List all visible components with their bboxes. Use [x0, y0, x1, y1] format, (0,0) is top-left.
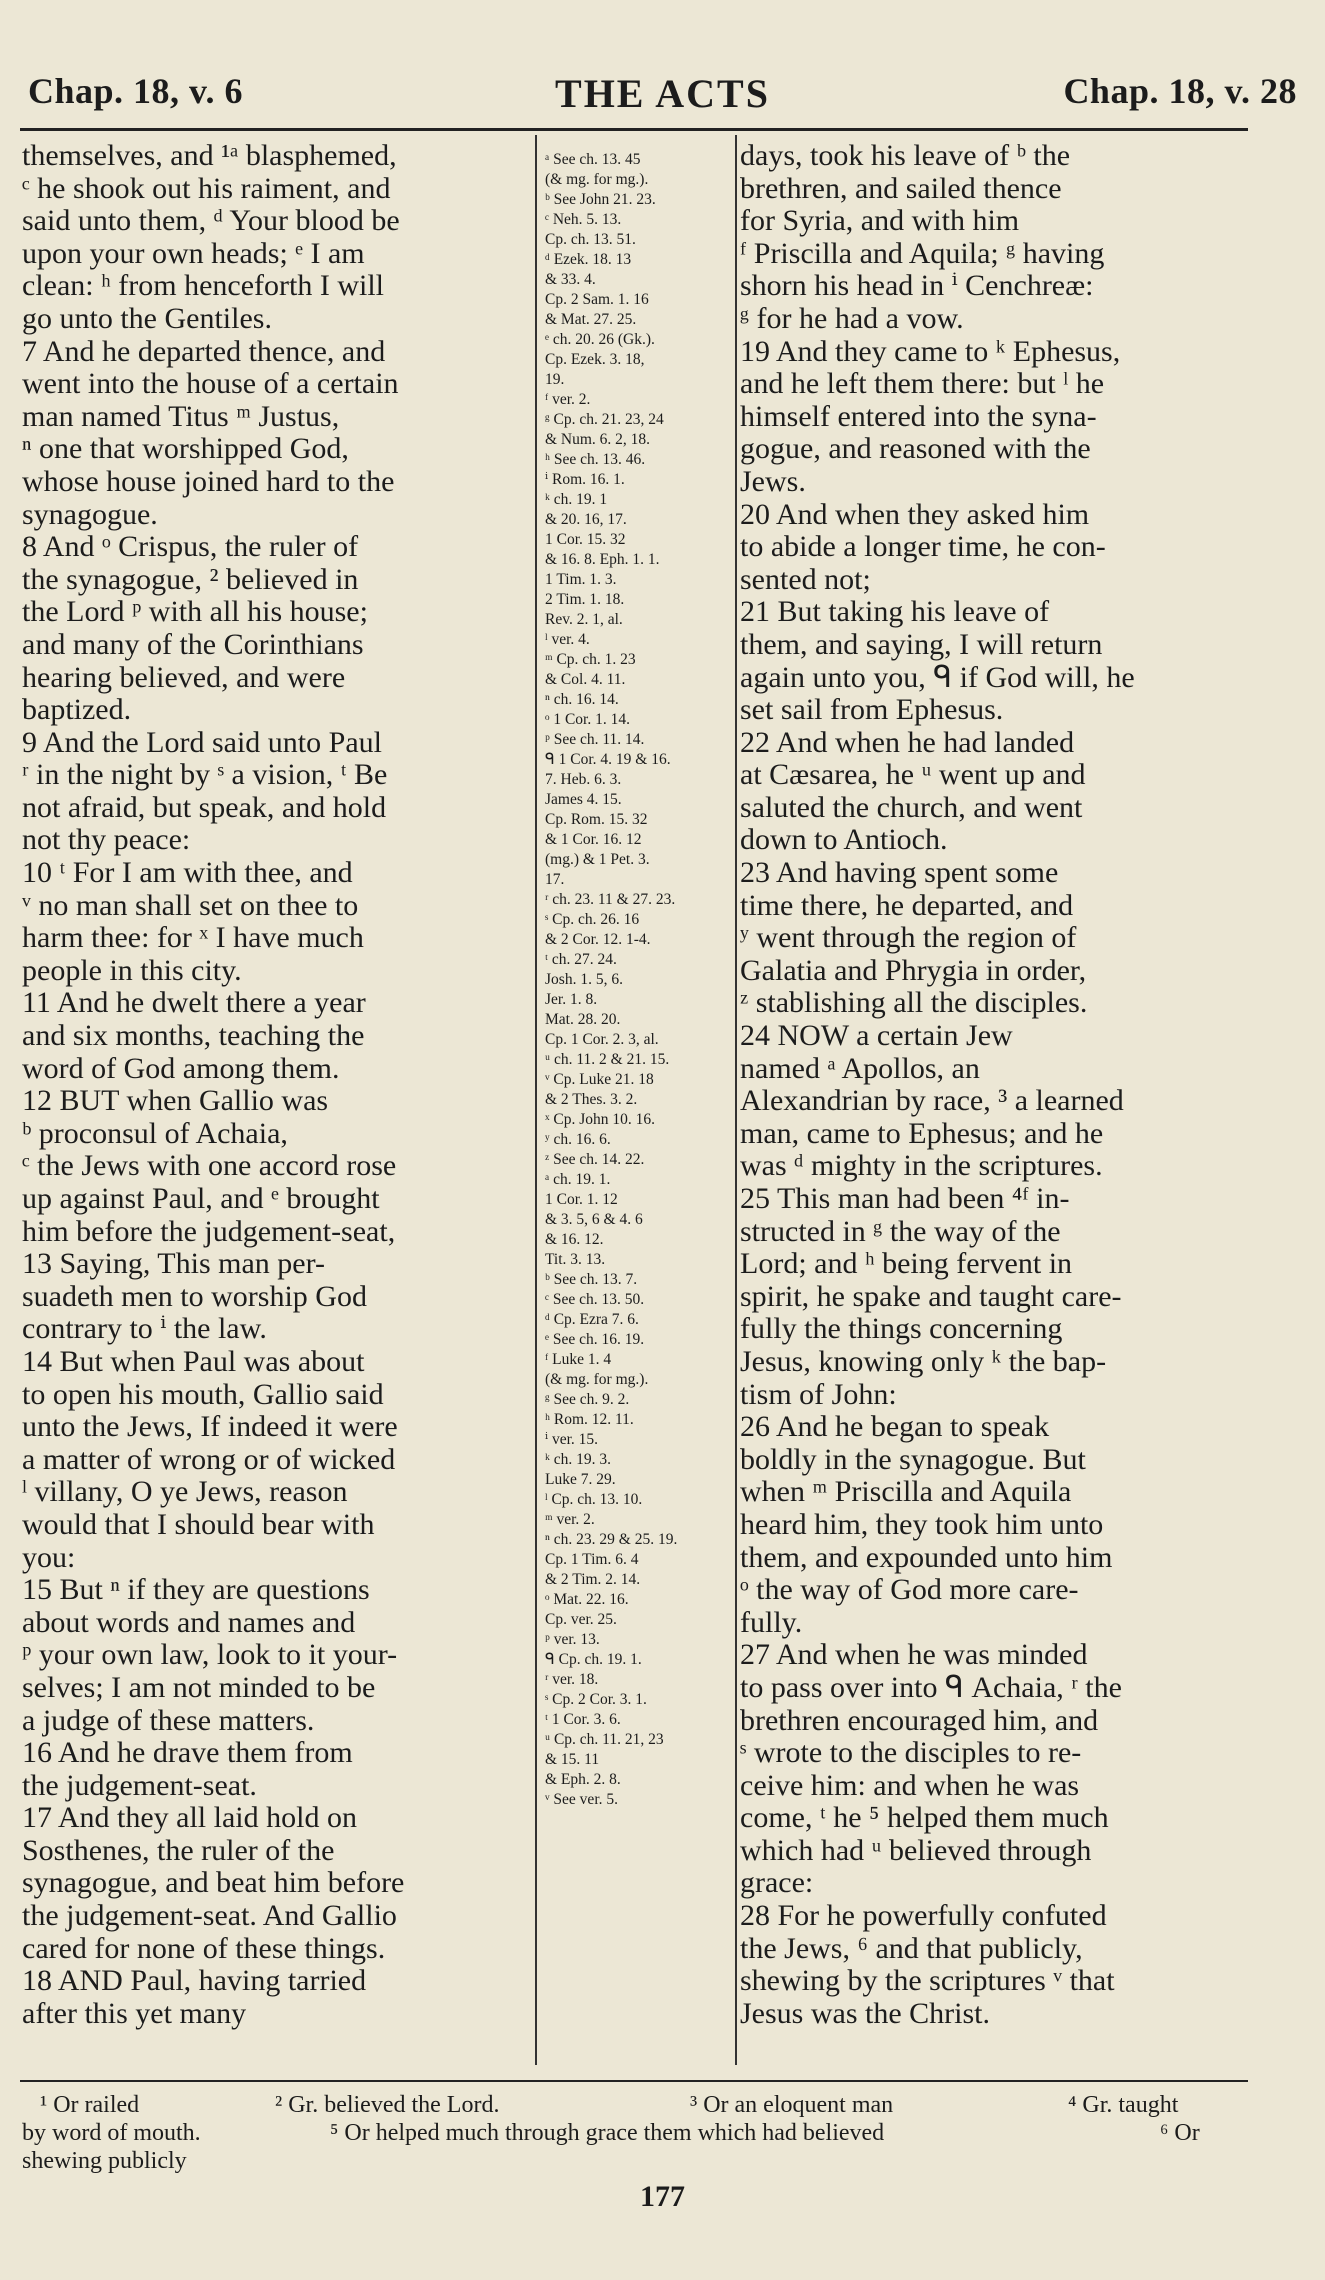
cross-reference-line: Cp. 1 Tim. 6. 4: [545, 1551, 639, 1568]
text-line: 11 And he dwelt there a year: [22, 986, 366, 1020]
cross-reference-line: & 20. 16, 17.: [545, 511, 627, 528]
text-line: clean: ʰ from henceforth I will: [22, 269, 384, 303]
text-line: not thy peace:: [22, 823, 191, 857]
text-line: 14 But when Paul was about: [22, 1344, 365, 1378]
text-line: gogue, and reasoned with the: [740, 432, 1091, 466]
text-line: again unto you, ᑫ if God will, he: [740, 660, 1135, 694]
footnote-4: ⁴ Gr. taught: [1068, 2092, 1179, 2118]
text-line: brethren, and sailed thence: [740, 171, 1062, 205]
text-line: was ᵈ mighty in the scriptures.: [740, 1149, 1103, 1183]
text-line: spirit, he spake and taught care-: [740, 1279, 1122, 1313]
cross-reference-line: ʳ ch. 23. 11 & 27. 23.: [545, 891, 676, 908]
cross-reference-line: ˢ Cp. 2 Cor. 3. 1.: [545, 1691, 647, 1708]
cross-reference-line: ᵃ See ch. 13. 45: [545, 151, 641, 168]
text-line: ᵖ your own law, look to it your-: [22, 1638, 398, 1672]
column-divider-left: [535, 135, 537, 2065]
footnote-2: ² Gr. believed the Lord.: [275, 2092, 500, 2118]
text-line: themselves, and ¹ᵃ blasphemed,: [22, 139, 397, 172]
text-line: them, and saying, I will return: [740, 627, 1103, 661]
text-line: structed in ᵍ the way of the: [740, 1214, 1061, 1248]
text-line: ᵇ proconsul of Achaia,: [22, 1116, 288, 1150]
text-line: synagogue.: [22, 497, 158, 531]
text-line: 20 And when they asked him: [740, 497, 1090, 531]
right-column: [740, 140, 1248, 2030]
text-line: Jesus was the Christ.: [740, 1996, 990, 2030]
footnote-5: ⁵ Or helped much through grace them which had believed: [330, 2120, 885, 2146]
text-line: ᵒ the way of God more care-: [740, 1573, 1079, 1607]
cross-reference-line: ᵖ See ch. 11. 14.: [545, 731, 645, 748]
text-line: boldly in the synagogue. But: [740, 1442, 1086, 1476]
footnote-6-cont: shewing publicly: [22, 2148, 187, 2174]
text-line: ⁿ one that worshipped God,: [22, 432, 349, 466]
text-line: a matter of wrong or of wicked: [22, 1442, 396, 1476]
cross-reference-line: & 16. 8. Eph. 1. 1.: [545, 551, 660, 568]
cross-reference-line: & Col. 4. 11.: [545, 671, 626, 688]
cross-reference-line: & 33. 4.: [545, 271, 596, 288]
cross-reference-line: ᵒ 1 Cor. 1. 14.: [545, 711, 630, 728]
text-line: ᶜ he shook out his raiment, and: [22, 171, 391, 205]
text-line: Sosthenes, the ruler of the: [22, 1833, 335, 1867]
text-line: a judge of these matters.: [22, 1703, 315, 1737]
text-line: went into the house of a certain: [22, 367, 399, 401]
text-line: fully the things concerning: [740, 1312, 1063, 1346]
cross-reference-line: ᵈ Cp. Ezra 7. 6.: [545, 1311, 639, 1328]
cross-reference-line: ᶜ Neh. 5. 13.: [545, 211, 622, 228]
text-line: at Cæsarea, he ᵘ went up and: [740, 758, 1086, 792]
text-line: ˡ villany, O ye Jews, reason: [22, 1475, 348, 1509]
cross-reference-line: Josh. 1. 5, 6.: [545, 971, 623, 988]
text-line: Jews.: [740, 464, 806, 498]
left-column: [22, 140, 522, 2030]
cross-reference-line: ᵈ Ezek. 18. 13: [545, 251, 632, 268]
text-line: 12 BUT when Gallio was: [22, 1084, 329, 1118]
text-line: himself entered into the syna-: [740, 399, 1097, 433]
text-line: and six months, teaching the: [22, 1019, 365, 1053]
cross-reference-line: ⁿ ch. 16. 14.: [545, 691, 619, 708]
text-line: ᵛ no man shall set on thee to: [22, 888, 359, 922]
text-line: to abide a longer time, he con-: [740, 530, 1106, 564]
text-line: 26 And he began to speak: [740, 1410, 1050, 1444]
text-line: 10 ᵗ For I am with thee, and: [22, 856, 353, 890]
text-line: to pass over into ᑫ Achaia, ʳ the: [740, 1670, 1122, 1704]
text-line: and many of the Corinthians: [22, 627, 364, 661]
text-line: up against Paul, and ᵉ brought: [22, 1182, 380, 1215]
cross-reference-line: ˣ Cp. John 10. 16.: [545, 1111, 655, 1128]
text-line: 23 And having spent some: [740, 856, 1059, 890]
text-line: come, ᵗ he ⁵ helped them much: [740, 1801, 1109, 1835]
text-line: ᵍ for he had a vow.: [740, 301, 964, 335]
text-line: 18 AND Paul, having tarried: [22, 1964, 367, 1998]
cross-reference-line: ᵃ ch. 19. 1.: [545, 1171, 611, 1188]
text-line: 22 And when he had landed: [740, 725, 1075, 759]
cross-reference-line: ʳ ver. 18.: [545, 1671, 599, 1688]
cross-reference-line: & Num. 6. 2, 18.: [545, 431, 651, 448]
cross-reference-line: & 1 Cor. 16. 12: [545, 831, 642, 848]
text-line: contrary to ⁱ the law.: [22, 1312, 267, 1346]
cross-reference-line: (& mg. for mg.).: [545, 1371, 649, 1388]
cross-reference-line: ᵖ ver. 13.: [545, 1631, 600, 1648]
cross-reference-line: Cp. 1 Cor. 2. 3, al.: [545, 1031, 659, 1048]
cross-reference-line: & 2 Cor. 12. 1-4.: [545, 931, 651, 948]
cross-reference-line: ᶠ Luke 1. 4: [545, 1351, 612, 1368]
cross-reference-line: & Eph. 2. 8.: [545, 1771, 621, 1788]
top-rule: [20, 128, 1248, 131]
text-line: named ᵃ Apollos, an: [740, 1051, 980, 1085]
text-line: unto the Jews, If indeed it were: [22, 1410, 398, 1444]
cross-reference-line: ᶠ ver. 2.: [545, 391, 591, 408]
cross-reference-line: ᵍ See ch. 9. 2.: [545, 1391, 630, 1408]
cross-reference-line: ᑫ Cp. ch. 19. 1.: [545, 1651, 642, 1668]
text-line: 9 And the Lord said unto Paul: [22, 725, 382, 759]
header-title: THE ACTS: [555, 71, 770, 116]
cross-reference-line: & 3. 5, 6 & 4. 6: [545, 1211, 643, 1228]
text-line: ceive him: and when he was: [740, 1768, 1080, 1802]
text-line: Alexandrian by race, ³ a learned: [740, 1084, 1124, 1118]
column-divider-right: [735, 135, 737, 2065]
cross-reference-line: (& mg. for mg.).: [545, 171, 649, 188]
cross-reference-line: ⁱ ver. 15.: [545, 1431, 599, 1448]
cross-reference-line: Mat. 28. 20.: [545, 1011, 621, 1028]
text-line: man, came to Ephesus; and he: [740, 1116, 1104, 1150]
cross-reference-line: & 2 Tim. 2. 14.: [545, 1571, 641, 1588]
text-line: not afraid, but speak, and hold: [22, 790, 387, 824]
text-line: harm thee: for ˣ I have much: [22, 921, 364, 955]
page-number: 177: [640, 2180, 685, 2213]
text-line: brethren encouraged him, and: [740, 1703, 1099, 1737]
text-line: 16 And he drave them from: [22, 1736, 353, 1770]
cross-reference-line: ᑫ 1 Cor. 4. 19 & 16.: [545, 751, 671, 768]
cross-reference-line: & Mat. 27. 25.: [545, 311, 637, 328]
cross-reference-line: ˢ Cp. ch. 26. 16: [545, 911, 640, 928]
text-line: them, and expounded unto him: [740, 1540, 1113, 1574]
footnote-1-cont: by word of mouth.: [22, 2120, 201, 2146]
cross-reference-line: ˡ ver. 4.: [545, 631, 590, 648]
text-line: ʳ in the night by ˢ a vision, ᵗ Be: [22, 758, 388, 792]
text-line: 19 And they came to ᵏ Ephesus,: [740, 334, 1121, 368]
cross-reference-line: ᵉ ch. 20. 26 (Gk.).: [545, 331, 655, 348]
cross-reference-line: 1 Cor. 15. 32: [545, 531, 626, 548]
cross-reference-line: ˡ Cp. ch. 13. 10.: [545, 1491, 643, 1508]
text-line: baptized.: [22, 693, 132, 727]
text-line: suadeth men to worship God: [22, 1279, 367, 1313]
text-line: Lord; and ʰ being fervent in: [740, 1247, 1073, 1281]
text-line: 13 Saying, This man per-: [22, 1247, 325, 1281]
text-line: when ᵐ Priscilla and Aquila: [740, 1475, 1072, 1509]
cross-reference-line: ⁿ ch. 23. 29 & 25. 19.: [545, 1531, 678, 1548]
cross-reference-line: & 2 Thes. 3. 2.: [545, 1091, 638, 1108]
text-line: cared for none of these things.: [22, 1931, 386, 1965]
cross-reference-column: [545, 150, 730, 1810]
text-line: 21 But taking his leave of: [740, 595, 1050, 629]
header-left: Chap. 18, v. 6: [28, 71, 244, 111]
text-line: go unto the Gentiles.: [22, 301, 272, 335]
text-line: ʸ went through the region of: [740, 921, 1077, 955]
cross-reference-line: 1 Tim. 1. 3.: [545, 571, 617, 588]
text-line: shorn his head in ⁱ Cenchreæ:: [740, 269, 1094, 303]
cross-reference-line: 1 Cor. 1. 12: [545, 1191, 618, 1208]
text-line: 8 And ᵒ Crispus, the ruler of: [22, 530, 359, 564]
text-line: man named Titus ᵐ Justus,: [22, 399, 340, 433]
text-line: which had ᵘ believed through: [740, 1833, 1092, 1867]
cross-reference-line: Cp. ver. 25.: [545, 1611, 617, 1628]
text-line: saluted the church, and went: [740, 790, 1083, 824]
cross-reference-line: ᶜ See ch. 13. 50.: [545, 1291, 645, 1308]
text-line: synagogue, and beat him before: [22, 1866, 405, 1900]
cross-reference-line: ʰ See ch. 13. 46.: [545, 451, 646, 468]
text-line: upon your own heads; ᵉ I am: [22, 236, 365, 270]
text-line: shewing by the scriptures ᵛ that: [740, 1964, 1115, 1998]
cross-reference-line: & 16. 12.: [545, 1231, 604, 1248]
text-line: sented not;: [740, 562, 871, 596]
cross-reference-line: ᵛ Cp. Luke 21. 18: [545, 1071, 654, 1088]
text-line: the judgement-seat.: [22, 1768, 257, 1802]
cross-reference-line: ᵛ See ver. 5.: [545, 1791, 618, 1808]
text-line: 24 NOW a certain Jew: [740, 1019, 1013, 1053]
text-line: the Jews, ⁶ and that publicly,: [740, 1931, 1083, 1965]
cross-reference-line: Tit. 3. 13.: [545, 1251, 606, 1268]
text-line: whose house joined hard to the: [22, 464, 395, 498]
text-line: days, took his leave of ᵇ the: [740, 139, 1071, 172]
footnote-1: ¹ Or railed: [40, 2092, 140, 2118]
text-line: ᶜ the Jews with one accord rose: [22, 1149, 397, 1183]
cross-reference-line: ᵐ ver. 2.: [545, 1511, 595, 1528]
cross-reference-line: ᵇ See ch. 13. 7.: [545, 1271, 638, 1288]
text-line: word of God among them.: [22, 1051, 340, 1085]
text-line: after this yet many: [22, 1996, 247, 2030]
cross-reference-line: ᵘ Cp. ch. 11. 21, 23: [545, 1731, 664, 1748]
footnote-6: ⁶ Or: [1160, 2120, 1200, 2146]
cross-reference-line: 7. Heb. 6. 3.: [545, 771, 622, 788]
text-line: down to Antioch.: [740, 823, 948, 857]
cross-reference-line: ᵏ ch. 19. 3.: [545, 1451, 612, 1468]
text-line: said unto them, ᵈ Your blood be: [22, 204, 400, 238]
cross-reference-line: Cp. Ezek. 3. 18,: [545, 351, 645, 368]
text-line: would that I should bear with: [22, 1507, 375, 1541]
cross-reference-line: ᵗ ch. 27. 24.: [545, 951, 617, 968]
cross-reference-line: ᵇ See John 21. 23.: [545, 191, 656, 208]
footnote-rule: [20, 2080, 1248, 2082]
text-line: 28 For he powerfully confuted: [740, 1899, 1107, 1933]
cross-reference-line: 17.: [545, 871, 565, 888]
text-line: grace:: [740, 1866, 814, 1900]
text-line: you:: [22, 1540, 76, 1574]
text-line: tism of John:: [740, 1377, 897, 1411]
text-line: for Syria, and with him: [740, 204, 1020, 238]
cross-reference-line: ⁱ Rom. 16. 1.: [545, 471, 625, 488]
cross-reference-line: ᵏ ch. 19. 1: [545, 491, 608, 508]
text-line: to open his mouth, Gallio said: [22, 1377, 384, 1411]
text-line: ᶠ Priscilla and Aquila; ᵍ having: [740, 236, 1105, 270]
cross-reference-line: ᵒ Mat. 22. 16.: [545, 1591, 629, 1608]
footnote-3: ³ Or an eloquent man: [690, 2092, 894, 2118]
cross-reference-line: ᵍ Cp. ch. 21. 23, 24: [545, 411, 664, 428]
text-line: 17 And they all laid hold on: [22, 1801, 357, 1835]
text-line: people in this city.: [22, 953, 242, 987]
text-line: and he left them there: but ˡ he: [740, 367, 1105, 401]
text-line: Galatia and Phrygia in order,: [740, 953, 1087, 987]
text-line: 15 But ⁿ if they are questions: [22, 1573, 370, 1607]
cross-reference-line: 19.: [545, 371, 565, 388]
text-line: ˢ wrote to the disciples to re-: [740, 1736, 1082, 1770]
text-line: ᶻ stablishing all the disciples.: [740, 986, 1088, 1020]
header-right: Chap. 18, v. 28: [1063, 71, 1297, 111]
cross-reference-line: ᵉ See ch. 16. 19.: [545, 1331, 645, 1348]
text-line: the Lord ᵖ with all his house;: [22, 595, 368, 629]
text-line: 27 And when he was minded: [740, 1638, 1088, 1672]
cross-reference-line: & 15. 11: [545, 1751, 600, 1768]
text-line: him before the judgement-seat,: [22, 1214, 396, 1248]
cross-reference-line: ᵘ ch. 11. 2 & 21. 15.: [545, 1051, 670, 1068]
text-line: fully.: [740, 1605, 803, 1639]
text-line: the synagogue, ² believed in: [22, 562, 359, 596]
text-line: about words and names and: [22, 1605, 356, 1639]
text-line: 25 This man had been ⁴ᶠ in-: [740, 1182, 1070, 1215]
text-line: set sail from Ephesus.: [740, 693, 1004, 727]
cross-reference-line: ᶻ See ch. 14. 22.: [545, 1151, 645, 1168]
cross-reference-line: (mg.) & 1 Pet. 3.: [545, 851, 650, 868]
cross-reference-line: Cp. 2 Sam. 1. 16: [545, 291, 649, 308]
cross-reference-line: James 4. 15.: [545, 791, 622, 808]
text-line: Jesus, knowing only ᵏ the bap-: [740, 1344, 1107, 1378]
text-line: 7 And he departed thence, and: [22, 334, 386, 368]
cross-reference-line: Jer. 1. 8.: [545, 991, 598, 1008]
text-line: selves; I am not minded to be: [22, 1670, 376, 1704]
cross-reference-line: Cp. Rom. 15. 32: [545, 811, 648, 828]
cross-reference-line: ᵗ 1 Cor. 3. 6.: [545, 1711, 621, 1728]
text-line: hearing believed, and were: [22, 660, 346, 694]
text-line: the judgement-seat. And Gallio: [22, 1899, 397, 1933]
cross-reference-line: 2 Tim. 1. 18.: [545, 591, 625, 608]
cross-reference-line: ʸ ch. 16. 6.: [545, 1131, 611, 1148]
cross-reference-line: ʰ Rom. 12. 11.: [545, 1411, 634, 1428]
cross-reference-line: ᵐ Cp. ch. 1. 23: [545, 651, 636, 668]
cross-reference-line: Cp. ch. 13. 51.: [545, 231, 636, 248]
text-line: time there, he departed, and: [740, 888, 1074, 922]
cross-reference-line: Rev. 2. 1, al.: [545, 611, 623, 628]
text-line: heard him, they took him unto: [740, 1507, 1104, 1541]
cross-reference-line: Luke 7. 29.: [545, 1471, 616, 1488]
